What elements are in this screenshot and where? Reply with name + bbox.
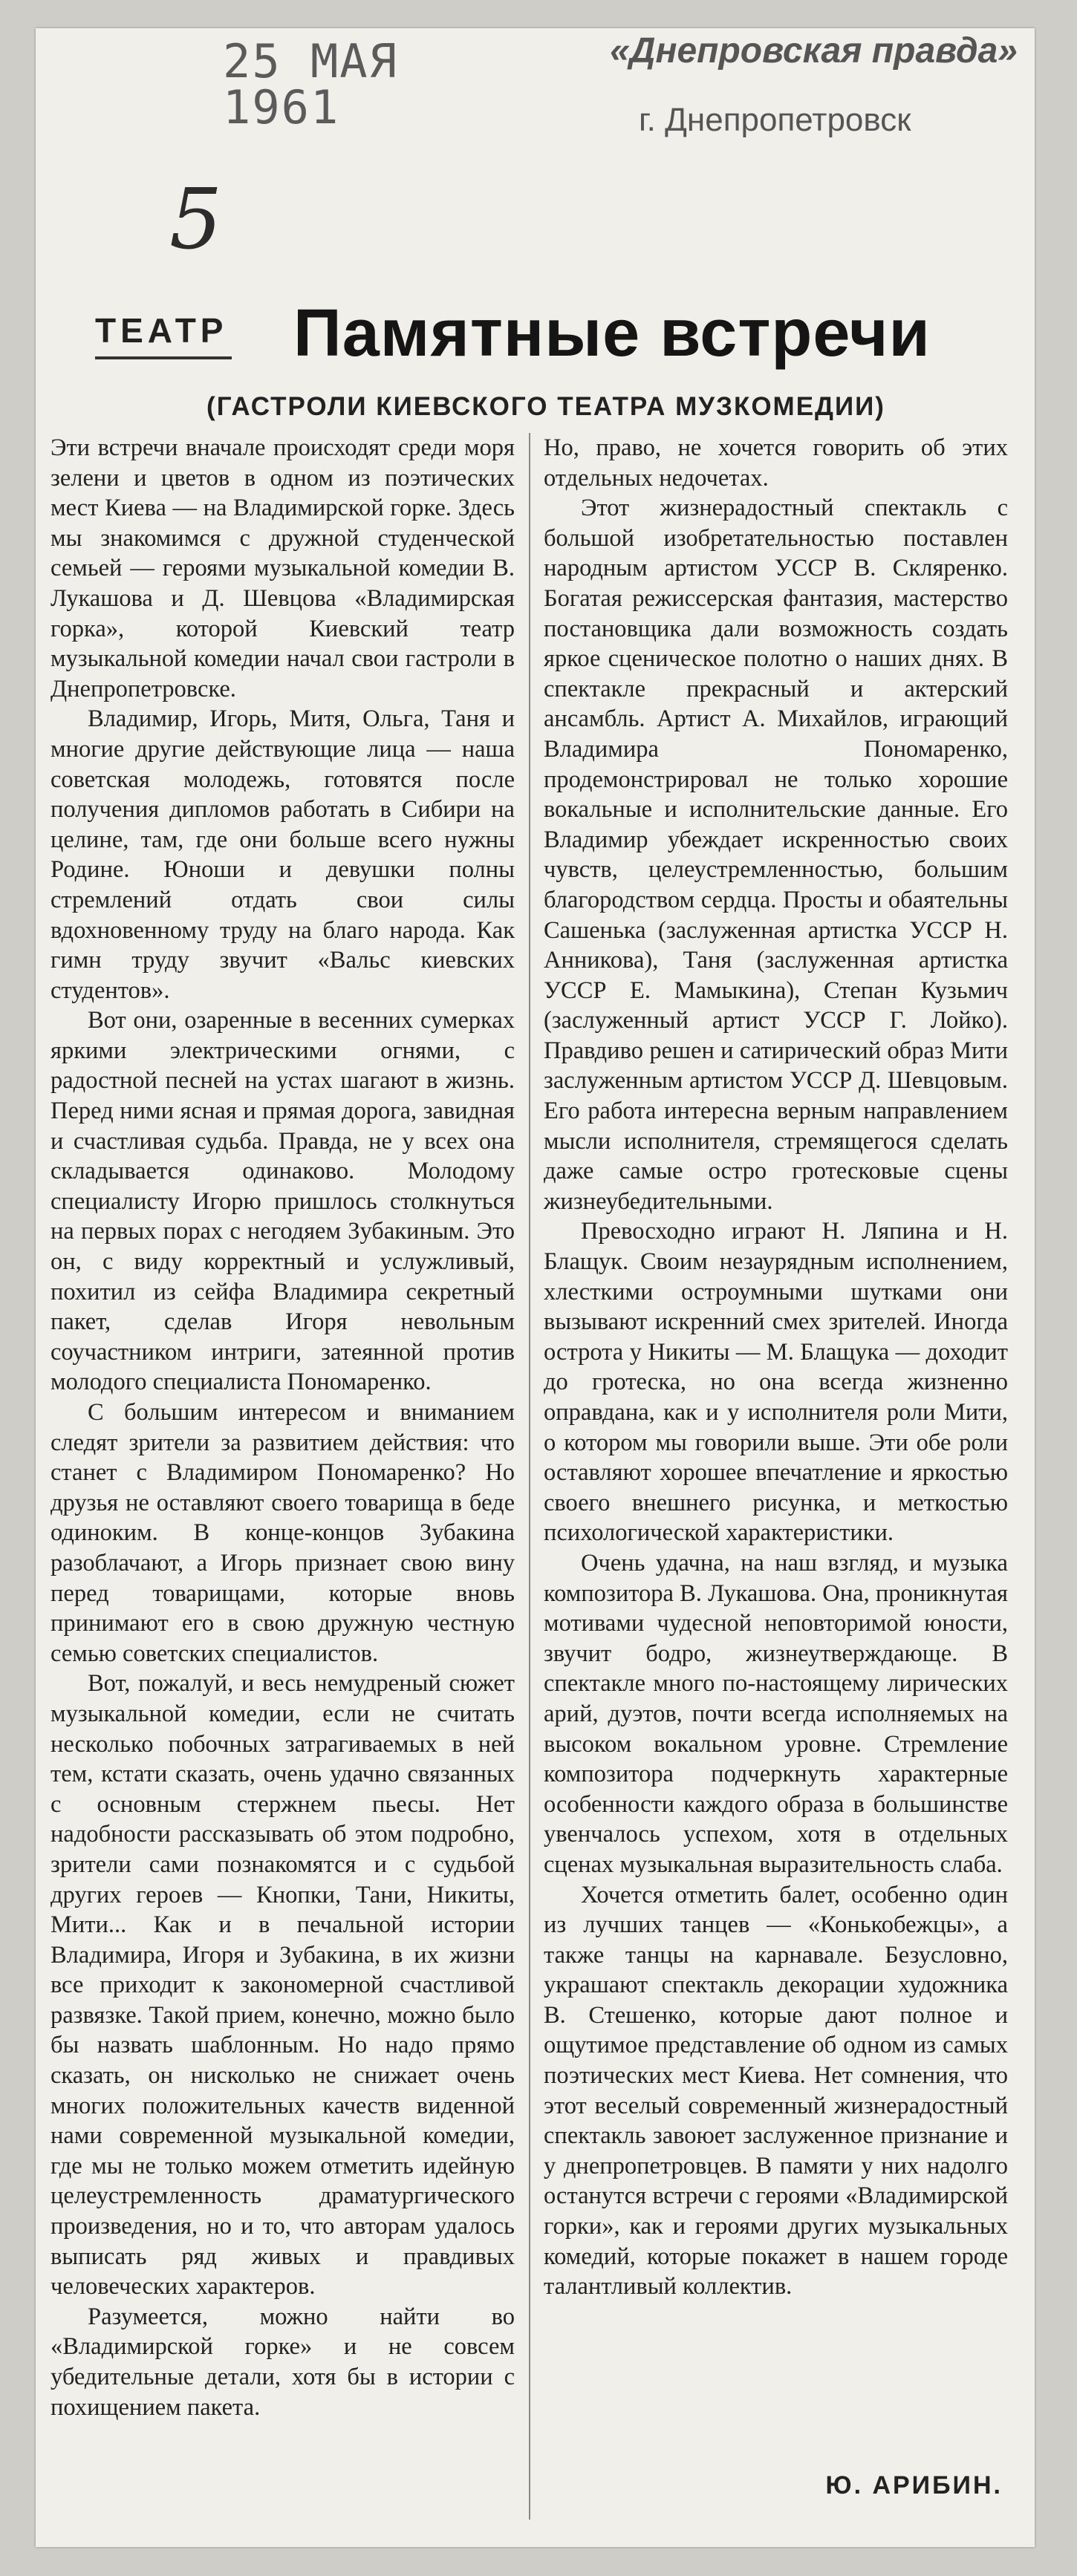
article-subheadline: (ГАСТРОЛИ КИЕВСКОГО ТЕАТРА МУЗКОМЕДИИ): [206, 392, 885, 421]
city-stamp: г. Днепропетровск: [639, 102, 911, 138]
paragraph: Разумеется, можно найти во «Владимирской горке» и не совсем убедительные детали, хотя бы в истории с похищением пакета.: [51, 2303, 515, 2421]
paragraph: Превосходно играют Н. Ляпина и Н. Блащук. Своим незаурядным исполнением, хлесткими остроумными шутками они вызывают искренний смех зрителей. Иногда острота у Никиты — М. Блащука — доходит до гротеска, но она всегда жизненно оправдана, как и у исполнителя роли Мити, о котором мы говорили выше. Эти обе роли оставляют хорошее впечатление и яркостью своего внешнего рисунка, и меткостью психологической характеристики.: [544, 1218, 1008, 1547]
article-headline: Памятные встречи: [293, 296, 931, 371]
date-stamp: 25 МАЯ 1961: [223, 34, 398, 134]
paragraph: Очень удачна, на наш взгляд, и музыка композитора В. Лукашова. Она, проникнутая мотивами чудесной неповторимой юности, звучит бодро, жизнеутверждающе. В спектакле много по-настоящему лирических арий, дуэтов, почти всегда исполняемых на высоком вокальном уровне. Стремление композитора подчеркнуть характерные особенности каждого образа в большинстве увенчалось успехом, хотя в отдельных сценах музыкальная выразительность слаба.: [544, 1549, 1008, 1878]
handwritten-number: 5: [169, 172, 223, 268]
article-column-right: [544, 433, 1008, 2302]
author-signature: Ю. АРИБИН.: [825, 2471, 1003, 2500]
paragraph: Эти встречи вначале происходят среди моря зелени и цветов в одном из поэтических мест Киева — на Владимирской горке. Здесь мы знакомимся с дружной студенческой семьей — героями музыкальной комедии В. Лукашова и Д. Шевцова «Владимирская горка», которой Киевский театр музыкальной комедии начал свои гастроли в Днепропетровске.: [51, 434, 515, 702]
paragraph: Вот, пожалуй, и весь немудреный сюжет музыкальной комедии, если не считать несколько побочных затрагиваемых в ней тем, кстати сказать, очень удачно связанных с основным стержнем пьесы. Нет надобности рассказывать об этом подробно, зрители сами познакомятся и с судьбой других героев — Кнопки, Тани, Никиты, Мити... Как и в печальной истории Владимира, Игоря и Зубакина, в их жизни все приходит к закономерной счастливой развязке. Такой прием, конечно, можно было бы назвать шаблонным. Но надо прямо сказать, он нисколько не снижает очень многих положительных качеств виденной нами современной музыкальной комедии, где мы не только можем отметить идейную целеустремленность драматургического произведения, но и то, что авторам удалось выписать ряд живых и правдивых человеческих характеров.: [51, 1670, 515, 2301]
paragraph: Но, право, не хочется говорить об этих отдельных недочетах.: [544, 434, 1008, 492]
column-divider: [529, 433, 530, 2520]
newspaper-name-stamp: «Днепровская правда»: [610, 31, 1018, 71]
paragraph: С большим интересом и вниманием следят зрители за развитием действия: что станет с Владимиром Пономаренко? Но друзья не оставляют своего товарища в беде одиноким. В конце-концов Зубакина разоблачают, а Игорь признает свою вину перед товарищами, которые вновь принимают его в свою дружную честную семью советских специалистов.: [51, 1399, 515, 1667]
rubric-underline: [95, 356, 232, 359]
paragraph: Владимир, Игорь, Митя, Ольга, Таня и многие другие действующие лица — наша советская молодежь, готовятся после получения дипломов работать в Сибири на целине, там, где они больше всего нужны Родине. Юноши и девушки полны стремлений отдать свои силы вдохновенному труду на благо народа. Как гимн труду звучит «Вальс киевских студентов».: [51, 705, 515, 1004]
paragraph: Вот они, озаренные в весенних сумерках яркими электрическими огнями, с радостной песней на устах шагают в жизнь. Перед ними ясная и прямая дорога, завидная и счастливая судьба. Правда, не у всех она складывается одинаково. Молодому специалисту Игорю пришлось столкнуться на первых порах с негодяем Зубакиным. Это он, с виду корректный и услужливый, похитил из сейфа Владимира секретный пакет, сделав Игоря невольным соучастником интриги, затеянной против молодого специалиста Пономаренко.: [51, 1007, 515, 1396]
section-rubric: ТЕАТР: [95, 311, 228, 350]
article-column-left: [51, 433, 515, 2422]
paragraph: Хочется отметить балет, особенно один из лучших танцев — «Конькобежцы», а также танцы на карнавале. Безусловно, украшают спектакль декорации художника В. Стешенко, которые дают полное и ощутимое представление об одном из самых поэтических мест Киева. Нет сомнения, что этот веселый современный жизнерадостный спектакль завоюет заслуженное признание и у днепропетровцев. В памяти у них надолго останутся встречи с героями «Владимирской горки», как и героями других музыкальных комедий, которые покажет в нашем городе талантливый коллектив.: [544, 1881, 1008, 2301]
paragraph: Этот жизнерадостный спектакль с большой изобретательностью поставлен народным артистом УССР В. Скляренко. Богатая режиссерская фантазия, мастерство постановщика дали возможность создать яркое сценическое полотно о наших днях. В спектакле прекрасный и актерский ансамбль. Артист А. Михайлов, играющий Владимира Пономаренко, продемонстрировал не только хорошие вокальные и исполнительские данные. Его Владимир убеждает искренностью своих чувств, целеустремленностью, большим благородством сердца. Просты и обаятельны Сашенька (заслуженная артистка УССР Н. Анникова), Таня (заслуженная артистка УССР Е. Мамыкина), Степан Кузьмич (заслуженный артист УССР Г. Лойко). Правдиво решен и сатирический образ Мити заслуженным артистом УССР Д. Шевцовым. Его работа интересна верным направлением мысли исполнителя, стремящегося сделать даже самые остро гротесковые сцены жизнеубедительными.: [544, 495, 1008, 1215]
